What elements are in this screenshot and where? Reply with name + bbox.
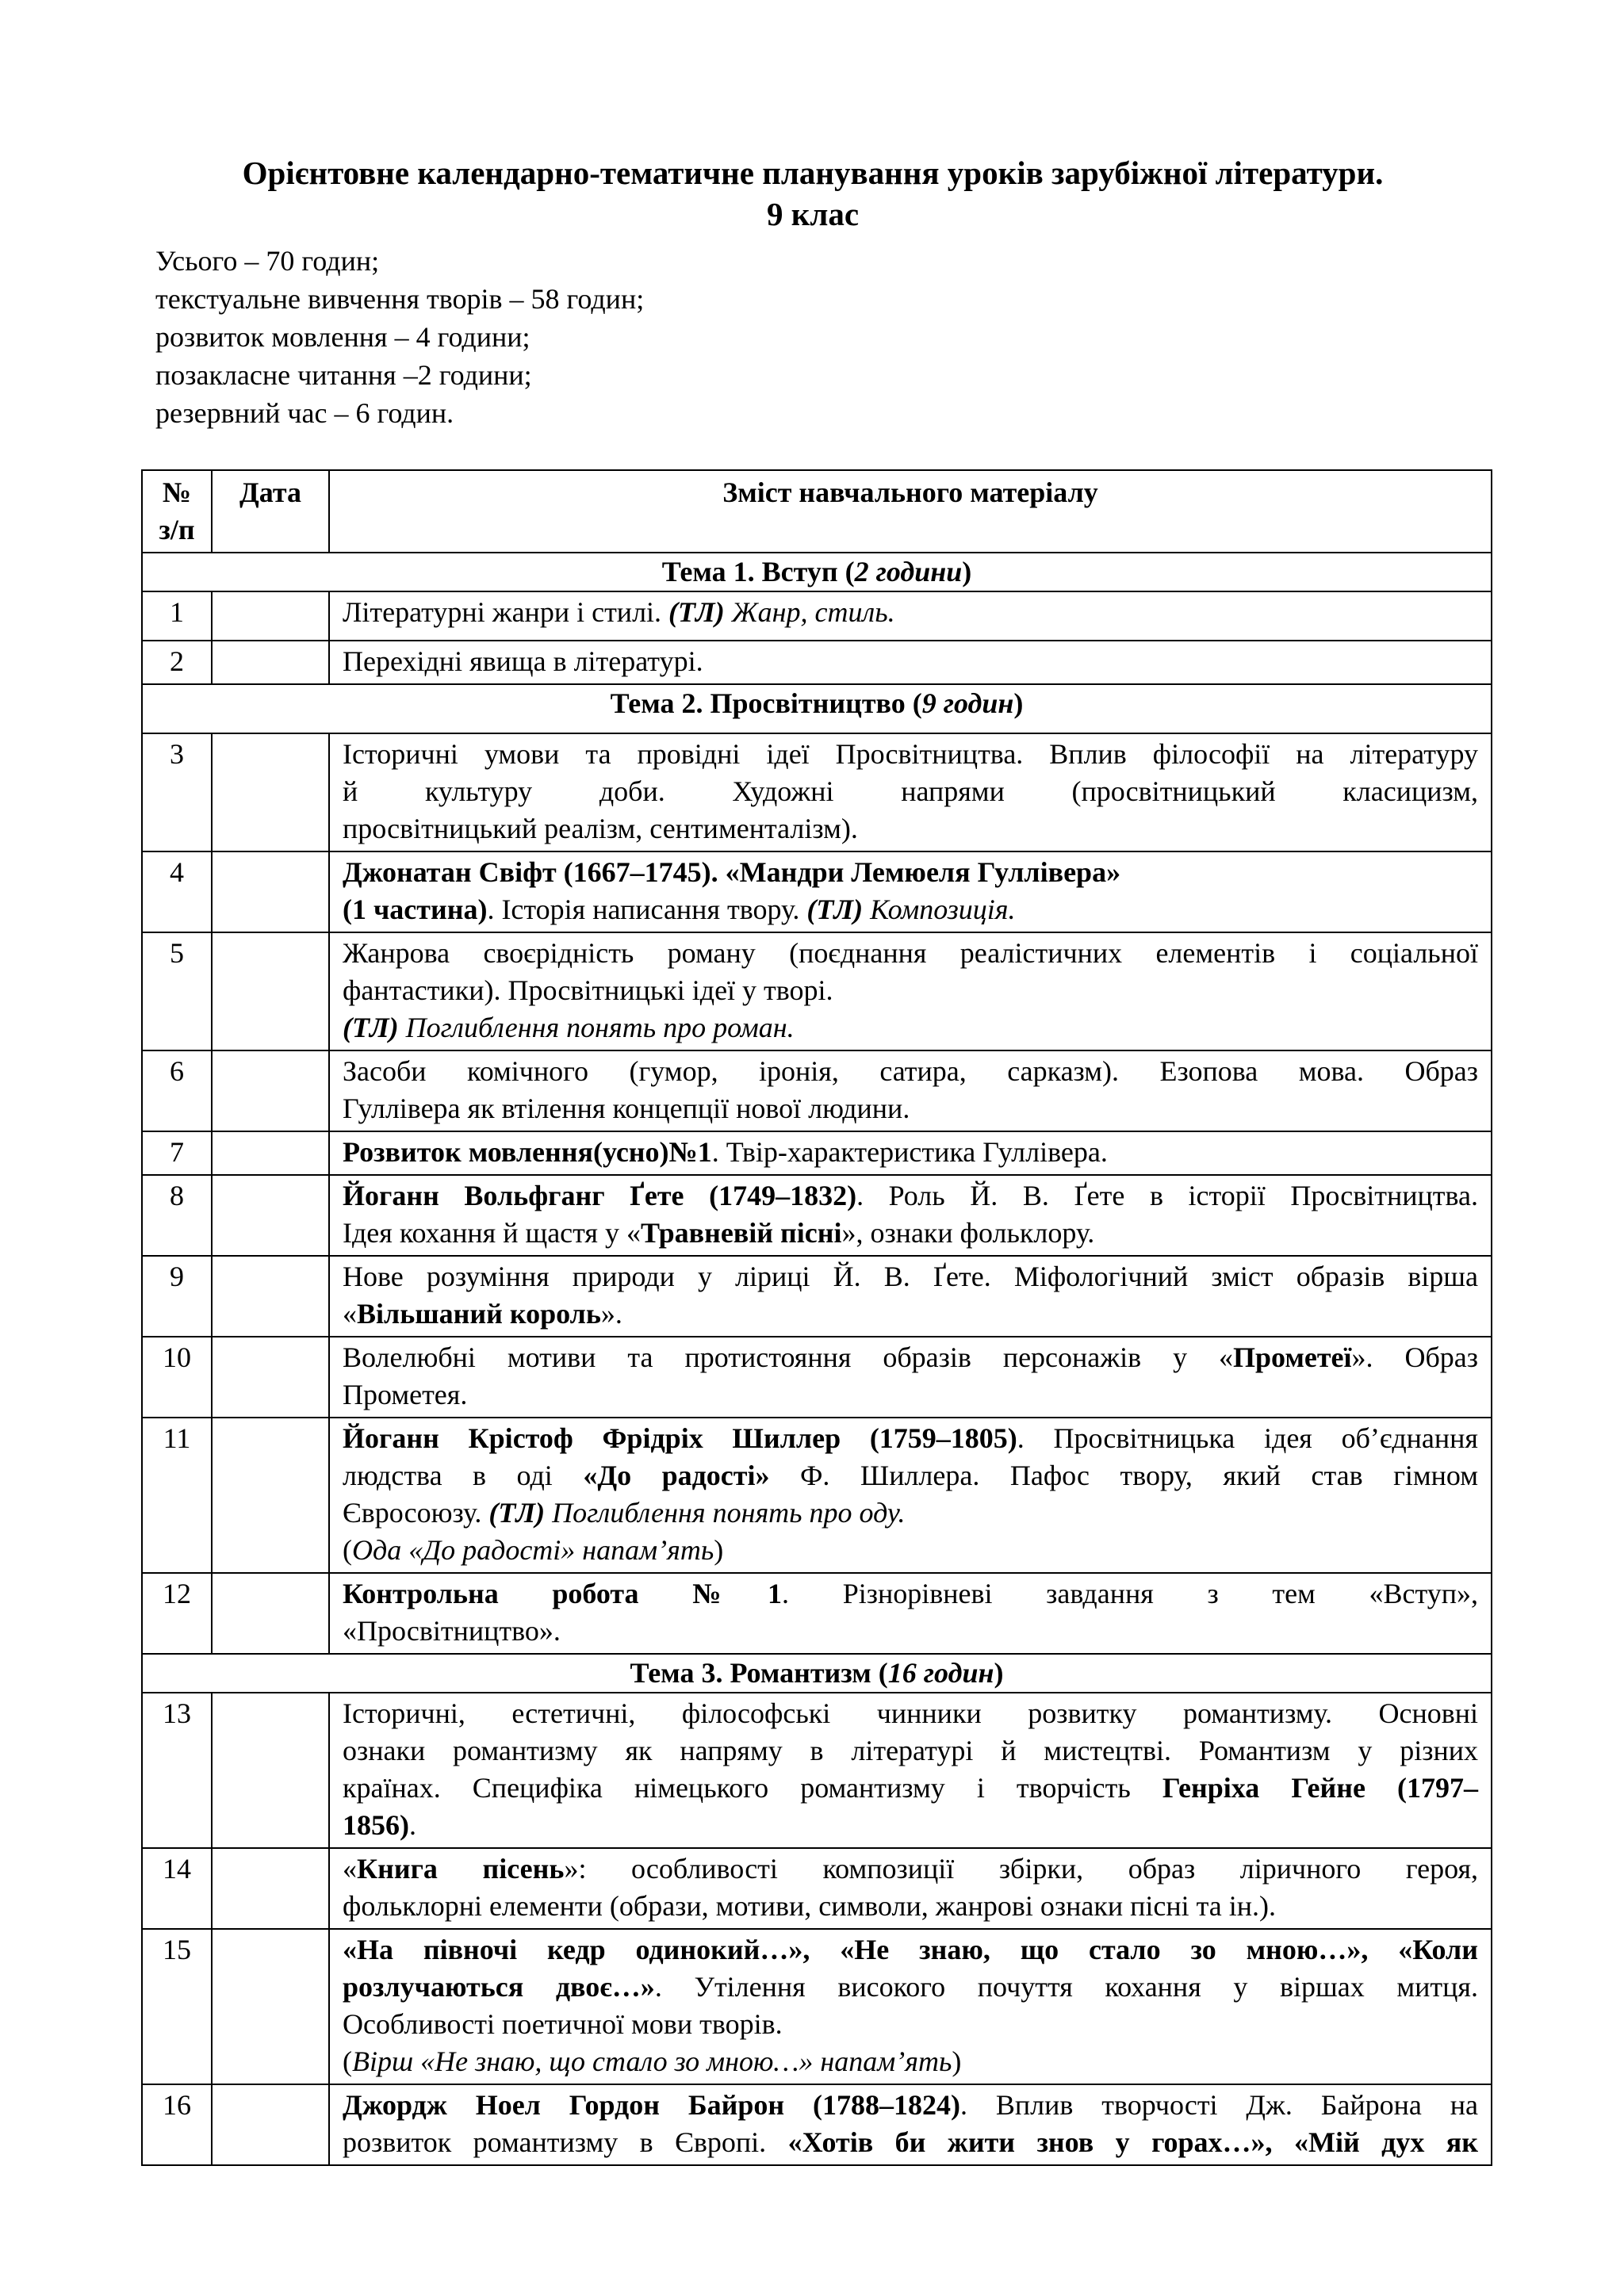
row-number: 6 [142, 1050, 212, 1131]
row-number: 8 [142, 1175, 212, 1256]
topic-row [142, 1654, 1492, 1693]
row-content: Джордж Ноел Гордон Байрон (1788–1824). Вплив творчості Дж. Байрона на розвиток романтизму в Європі. «Хотів би жити знов у горах…», «Мій дух як [329, 2084, 1492, 2165]
table-row [142, 1175, 1492, 1256]
row-content: Джонатан Свіфт (1667–1745). «Мандри Лемюеля Гуллівера» (1 частина). Історія написання твору. (ТЛ) Композиція. [329, 851, 1492, 932]
row-date-cell [212, 591, 329, 641]
row-content: «На півночі кедр одинокий…», «Не знаю, що стало зо мною…», «Коли розлучаються двоє…». Утілення високого почуття кохання у віршах митця. Особливості поетичної мови творів. (Вірш «Не знаю, що стало зо мною…» напам’ять) [329, 1929, 1492, 2084]
table-row [142, 1418, 1492, 1573]
row-date-cell [212, 1848, 329, 1929]
row-date-cell [212, 733, 329, 851]
row-content: Волелюбні мотиви та протистояння образів персонажів у «Прометеї». Образ Прометея. [329, 1337, 1492, 1418]
topic-row [142, 553, 1492, 591]
row-content: Засоби комічного (гумор, іронія, сатира, сарказм). Езопова мова. Образ Гуллівера як втілення концепції нової людини. [329, 1050, 1492, 1131]
table-row [142, 591, 1492, 641]
table-row [142, 1050, 1492, 1131]
summary-text-study: текстуальне вивчення творів – 58 годин; [155, 283, 645, 315]
table-row [142, 1848, 1492, 1929]
row-date-cell [212, 641, 329, 684]
header-content: Зміст навчального матеріалу [329, 470, 1492, 553]
row-date-cell [212, 1693, 329, 1848]
table-row [142, 1256, 1492, 1337]
row-content: Контрольна робота №1. Різнорівневі завдання з тем «Вступ», «Просвітництво». [329, 1573, 1492, 1654]
row-date-cell [212, 1573, 329, 1654]
row-number: 3 [142, 733, 212, 851]
table-row [142, 1693, 1492, 1848]
topic-2-title: Тема 2. Просвітництво (9 годин) [142, 684, 1492, 733]
table-row [142, 733, 1492, 851]
summary-reserve: резервний час – 6 годин. [155, 397, 454, 429]
row-content: Нове розуміння природи у ліриці Й. В. Ґете. Міфологічний зміст образів вірша «Вільшаний король». [329, 1256, 1492, 1337]
row-number: 2 [142, 641, 212, 684]
lesson-plan-table [141, 469, 1492, 2166]
table-row [142, 851, 1492, 932]
row-content: Йоганн Крістоф Фрідріх Шиллер (1759–1805). Просвітницька ідея об’єднання людства в оді «До радості» Ф. Шиллера. Пафос твору, який став гімном Євросоюзу. (ТЛ) Поглиблення понять про оду. (Ода «До радості» напам’ять) [329, 1418, 1492, 1573]
hours-summary [155, 242, 644, 432]
row-number: 10 [142, 1337, 212, 1418]
summary-total: Усього – 70 годин; [155, 245, 380, 277]
row-number: 16 [142, 2084, 212, 2165]
table-header-row [142, 470, 1492, 553]
table-row [142, 1929, 1492, 2084]
row-number: 4 [142, 851, 212, 932]
row-number: 1 [142, 591, 212, 641]
topic-row [142, 684, 1492, 733]
row-content: «Книга пісень»: особливості композиції збірки, образ ліричного героя, фольклорні елементи (образи, мотиви, символи, жанрові ознаки пісні та ін.). [329, 1848, 1492, 1929]
topic-3-title: Тема 3. Романтизм (16 годин) [142, 1654, 1492, 1693]
row-number: 15 [142, 1929, 212, 2084]
table-row [142, 1131, 1492, 1175]
table-row [142, 1337, 1492, 1418]
table-row [142, 932, 1492, 1050]
row-date-cell [212, 1050, 329, 1131]
row-content: Йоганн Вольфганг Ґете (1749–1832). Роль Й. В. Ґете в історії Просвітництва. Ідея кохання й щастя у «Травневій пісні», ознаки фольклору. [329, 1175, 1492, 1256]
row-date-cell [212, 851, 329, 932]
row-number: 5 [142, 932, 212, 1050]
row-date-cell [212, 932, 329, 1050]
summary-extra-reading: позакласне читання –2 години; [155, 359, 532, 391]
topic-1-title: Тема 1. Вступ (2 години) [142, 553, 1492, 591]
row-date-cell [212, 1418, 329, 1573]
row-number: 7 [142, 1131, 212, 1175]
row-content: Перехідні явища в літературі. [329, 641, 1492, 684]
row-content: Розвиток мовлення(усно)№1. Твір-характеристика Гуллівера. [329, 1131, 1492, 1175]
row-date-cell [212, 1337, 329, 1418]
header-date: Дата [212, 470, 329, 553]
row-date-cell [212, 2084, 329, 2165]
row-content: Літературні жанри і стилі. (ТЛ) Жанр, стиль. [329, 591, 1492, 641]
row-content: Історичні, естетичні, філософські чинники розвитку романтизму. Основні ознаки романтизму як напряму в літературі й мистецтві. Романтизм у різних країнах. Специфіка німецького романтизму і творчість Генріха Гейне (1797– 1856). [329, 1693, 1492, 1848]
table-row [142, 1573, 1492, 1654]
header-number: № з/п [142, 470, 212, 553]
row-content: Історичні умови та провідні ідеї Просвітництва. Вплив філософії на літературу й культуру доби. Художні напрями (просвітницький класицизм, просвітницький реалізм, сентименталізм). [329, 733, 1492, 851]
row-content: Жанрова своєрідність роману (поєднання реалістичних елементів і соціальної фантастики). Просвітницькі ідеї у творі. (ТЛ) Поглиблення понять про роман. [329, 932, 1492, 1050]
row-number: 9 [142, 1256, 212, 1337]
table-row [142, 2084, 1492, 2165]
row-date-cell [212, 1929, 329, 2084]
row-number: 12 [142, 1573, 212, 1654]
table-row [142, 641, 1492, 684]
row-number: 14 [142, 1848, 212, 1929]
row-date-cell [212, 1256, 329, 1337]
document-title [143, 152, 1483, 235]
summary-speech: розвиток мовлення – 4 години; [155, 321, 530, 353]
title-line-2: 9 клас [766, 196, 860, 232]
row-date-cell [212, 1175, 329, 1256]
row-date-cell [212, 1131, 329, 1175]
row-number: 13 [142, 1693, 212, 1848]
row-number: 11 [142, 1418, 212, 1573]
title-line-1: Орієнтовне календарно-тематичне планування уроків зарубіжної літератури. [242, 155, 1384, 191]
